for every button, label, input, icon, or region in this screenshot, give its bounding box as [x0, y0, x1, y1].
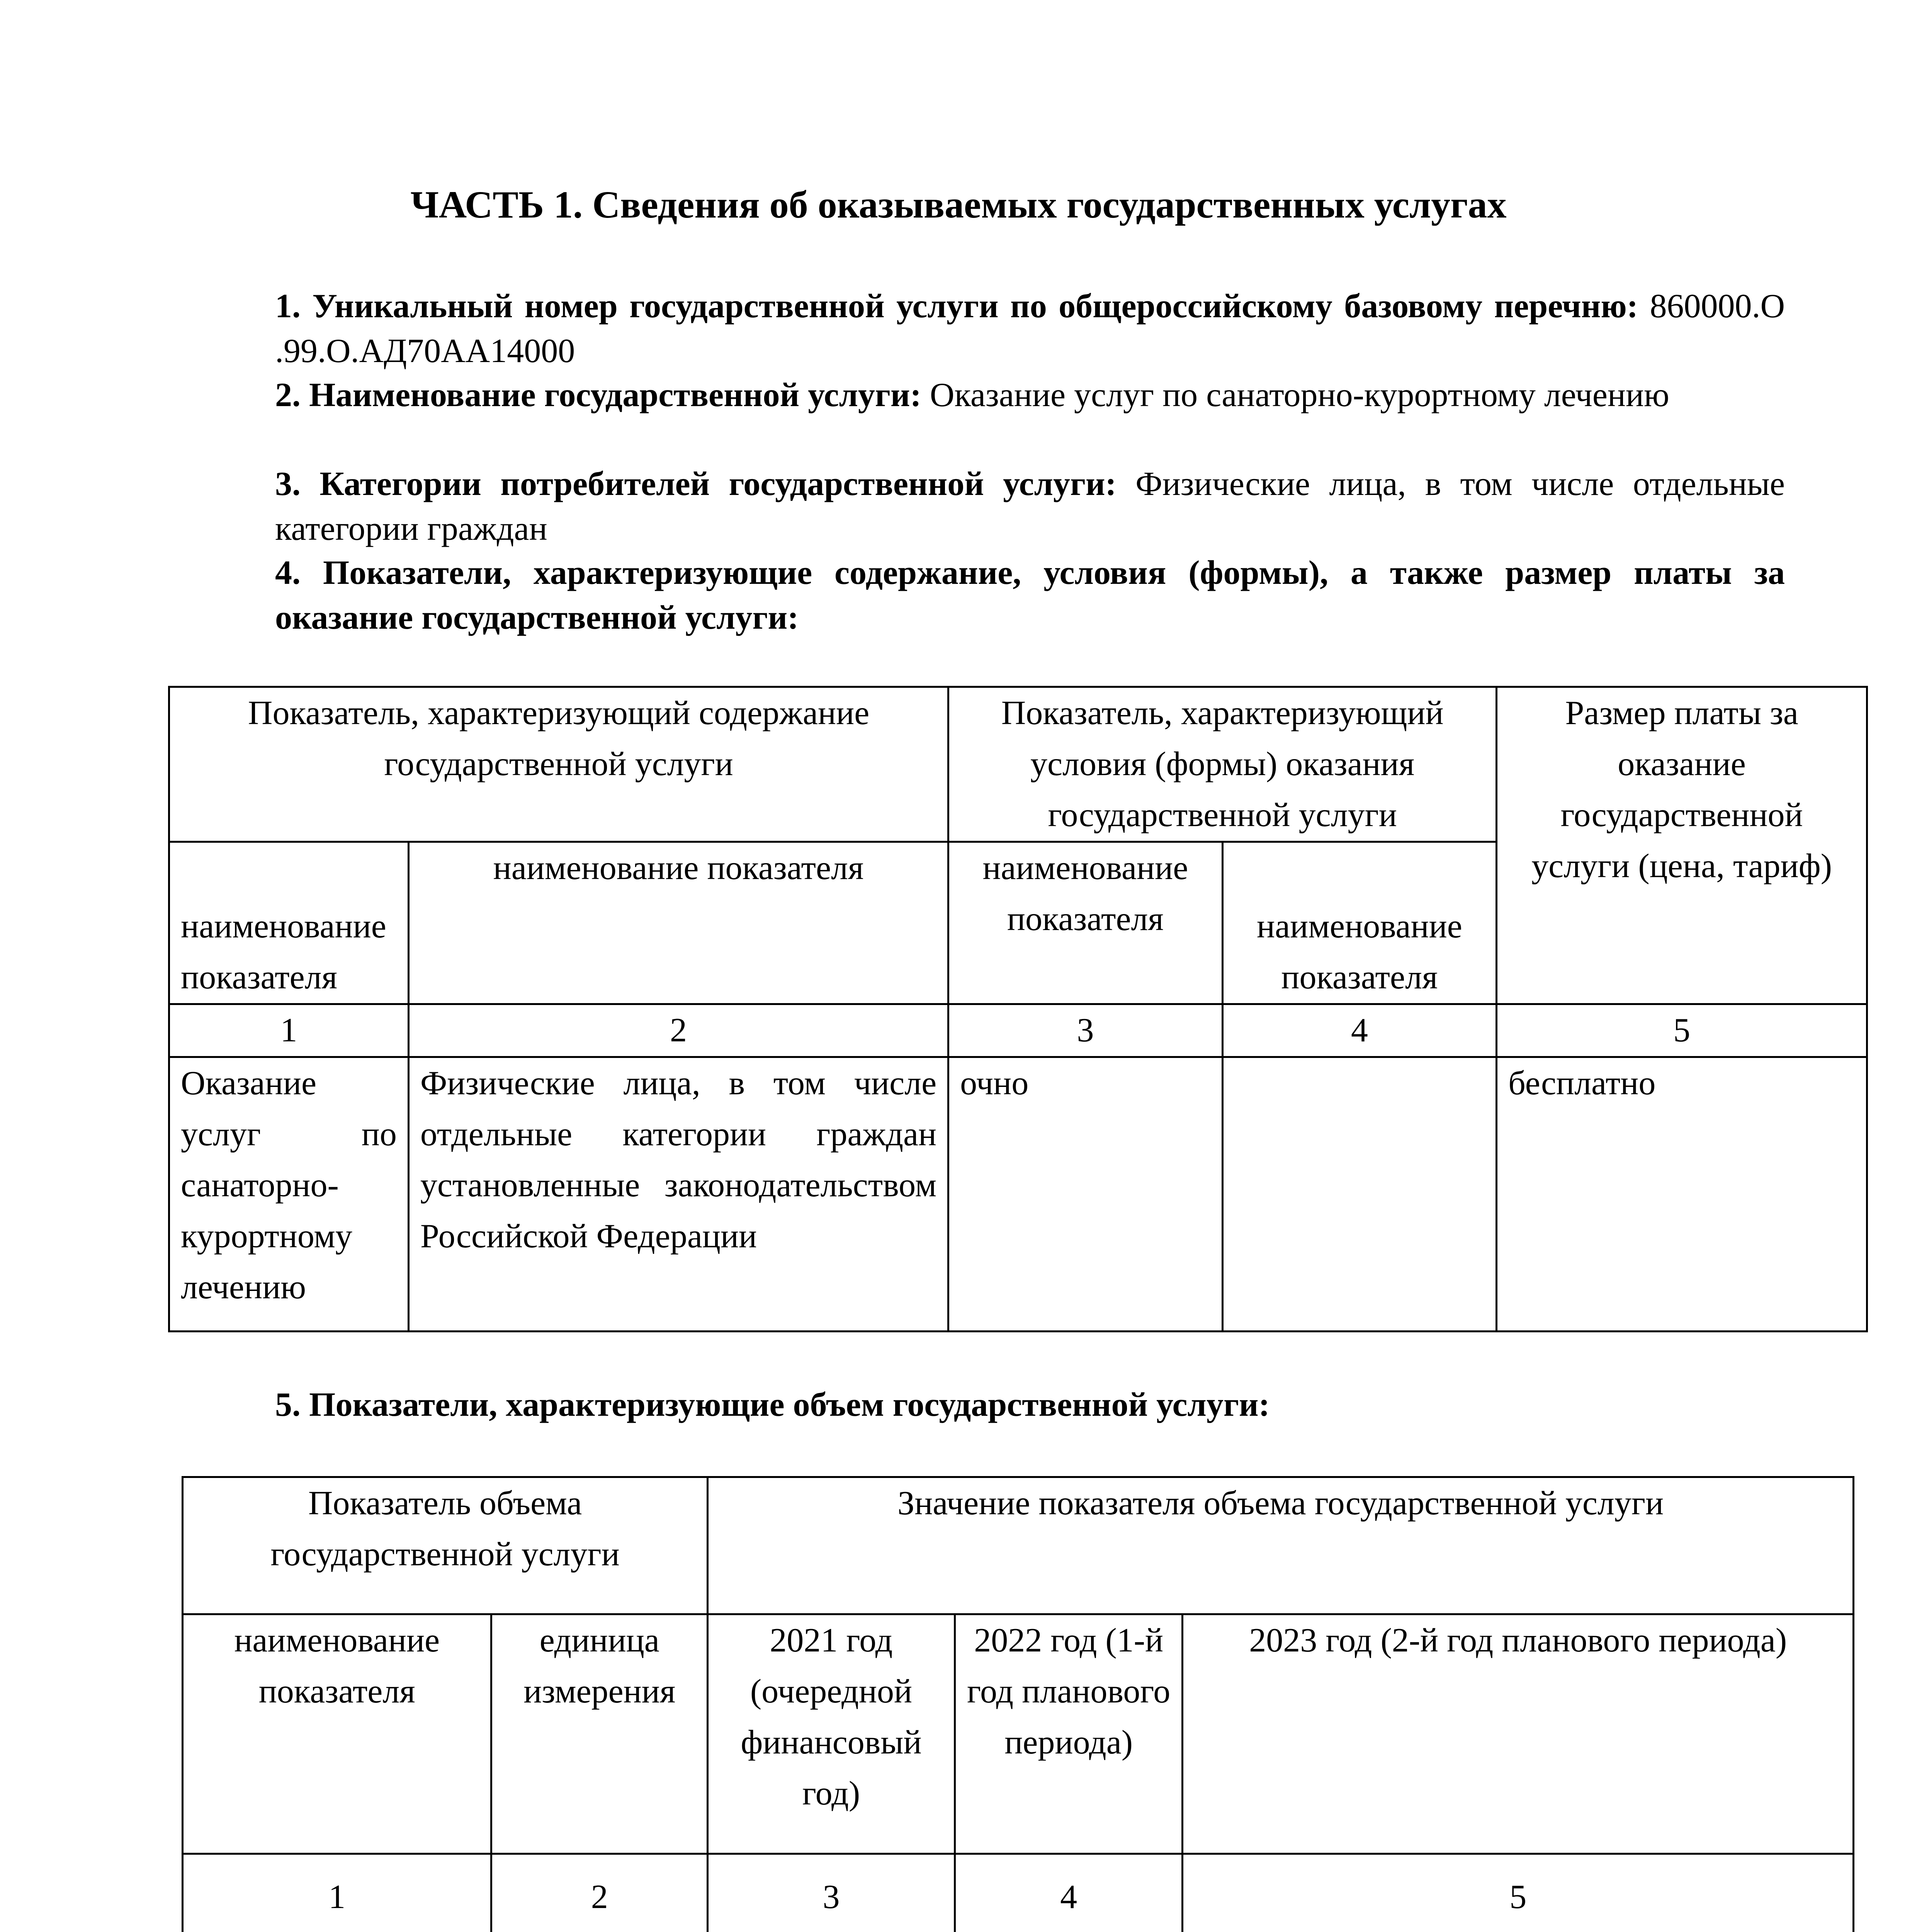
subheader-indicator-1: наименование показателя [169, 842, 409, 1004]
cell-service: Оказание услуг по санаторно-курортному лечению [169, 1057, 409, 1332]
header-content: Показатель, характеризующий содержание государственной услуги [169, 687, 948, 842]
subheader-indicator-2: наименование показателя [408, 842, 948, 1004]
header-fee: Размер платы за оказание государственной услуги (цена, тариф) [1497, 687, 1867, 1004]
item-unique-number [275, 284, 1785, 374]
header-conditions: Показатель, характеризующий условия (формы) оказания государственной услуги [948, 687, 1497, 842]
item-label: 1. Уникальный номер государственной услуги по общероссийскому базовому перечню: [275, 287, 1638, 325]
item-indicators [275, 551, 1785, 640]
column-number: 1 [169, 1004, 409, 1057]
item-service-name [275, 373, 1785, 418]
column-number: 2 [408, 1004, 948, 1057]
subheader-unit: единица измерения [491, 1614, 708, 1854]
column-number: 4 [1222, 1004, 1496, 1057]
item-label: 4. Показатели, характеризующие содержание, условия (формы), а также размер платы за оказание государственной услуги: [275, 554, 1785, 636]
year-2022: 2022 год (1-й год планового периода) [955, 1614, 1183, 1854]
subheader-indicator-3: наименование показателя [948, 842, 1222, 1004]
cell-consumers: Физические лица, в том числе отдельные категории граждан установленные законодательством Российской Федерации [408, 1057, 948, 1332]
item-consumers [275, 462, 1785, 551]
item-value: Физические лица, в том числе отдельные категории граждан [275, 465, 1785, 548]
column-number: 5 [1497, 1004, 1867, 1057]
cell-form: очно [948, 1057, 1222, 1332]
item-label: 3. Категории потребителей государственной услуги: [275, 465, 1117, 503]
subheader-name: наименование показателя [183, 1614, 491, 1854]
item-value: Оказание услуг по санаторно-курортному лечению [921, 376, 1669, 414]
cell-empty [1222, 1057, 1496, 1332]
cell-fee: бесплатно [1497, 1057, 1867, 1332]
column-number: 2 [491, 1854, 708, 1932]
year-2021: 2021 год (очередной финансовый год) [708, 1614, 955, 1854]
subheader-indicator-4: наименование показателя [1222, 842, 1496, 1004]
content-indicators-table [168, 686, 1868, 1332]
column-number: 4 [955, 1854, 1183, 1932]
page-title: ЧАСТЬ 1. Сведения об оказываемых государственных услугах [410, 183, 1507, 226]
column-number: 3 [708, 1854, 955, 1932]
item-value: 860000.О .99.О.АД70АА14000 [275, 287, 1785, 370]
column-number: 3 [948, 1004, 1222, 1057]
column-number: 5 [1183, 1854, 1854, 1932]
header-volume-value: Значение показателя объема государственной услуги [708, 1477, 1854, 1614]
header-volume-indicator: Показатель объема государственной услуги [183, 1477, 708, 1614]
volume-indicators-table [182, 1476, 1854, 1932]
column-number: 1 [183, 1854, 491, 1932]
section-5-heading: 5. Показатели, характеризующие объем государственной услуги: [275, 1386, 1270, 1423]
item-label: 2. Наименование государственной услуги: [275, 376, 921, 414]
year-2023: 2023 год (2-й год планового периода) [1183, 1614, 1854, 1854]
